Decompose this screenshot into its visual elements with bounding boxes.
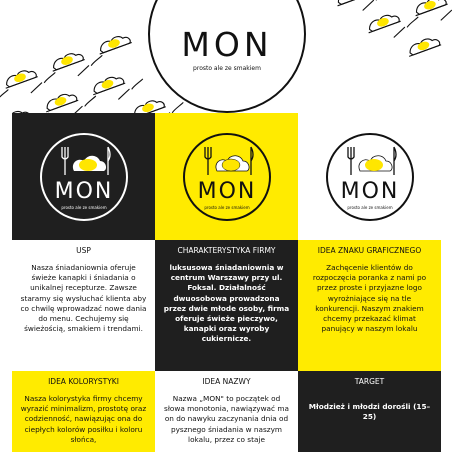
brand-wordmark: MON [181, 25, 273, 64]
panel-heading: IDEA ZNAKU GRAFICZNEGO [317, 246, 422, 255]
panel-body: Nasza kolorystyka firmy chcemy wyrazić minimalizm, prostotę oraz codzienność, nawiązując ona do ciepłych kolorów posiłku i koloru słońca, [20, 394, 147, 444]
panel-body: Zachęcenie klientów do rozpoczęcia poranka z nami po przez proste i przyjazne logo wyrożniające się na tle konkurencji. Naszym znakiem chcemy przekazać klimat panujący w naszym lokalu [312, 263, 427, 334]
panel-heading: IDEA NAZWY [202, 377, 251, 386]
panel-body: Nasza śniadaniownia oferuje świeże kanapki i śniadania o unikalnej recepturze. Zawsze staramy się wysłuchać klienta aby co chwilę wprowadzać nowe dania do menu. Cechujemy się świeżością, smakiem i trendami. [20, 263, 147, 334]
panel-body: Nazwa „MON" to początek od słowa monotonia, nawiązywać ma on do nawyku zaczynania dnia od pysznego śniadania w naszym lokalu, przez co staje [164, 394, 289, 444]
panel-idea-kolorystyki [12, 371, 155, 452]
brand-board-grid [12, 113, 441, 452]
logo-wordmark: MON [54, 179, 114, 204]
logo-wordmark: MON [197, 179, 257, 204]
panel-heading: CHARAKTERYSTYKA FIRMY [177, 246, 276, 255]
logo-tagline: prosto ale ze smakiem [61, 205, 107, 210]
panel-charakterystyka [155, 240, 298, 371]
panel-usp [12, 240, 155, 371]
panel-idea-nazwy [155, 371, 298, 452]
fried-egg-icon [200, 0, 258, 5]
panel-idea-znaku [298, 240, 441, 371]
logo-wordmark: MON [340, 179, 400, 204]
fork-knife-egg-icon [203, 145, 255, 179]
logo-variant-black [12, 113, 155, 240]
fork-knife-egg-icon [346, 145, 398, 179]
panel-target [298, 371, 441, 452]
logo-circle [40, 133, 128, 221]
panel-body: luksusowa śniadaniownia w centrum Warszawy przy ul. Foksal. Działalność dwuosobowa prowadzona przez dwie młode osoby, firma oferuje świeże pieczywo, kanapki oraz wyroby cukiernicze. [163, 263, 290, 344]
fork-knife-egg-icon [60, 145, 112, 179]
logo-variant-yellow [155, 113, 298, 240]
logo-variant-white [298, 113, 441, 240]
panel-heading: TARGET [354, 377, 385, 386]
hero-pattern-banner [0, 0, 452, 113]
panel-heading: USP [76, 246, 91, 255]
logo-circle [326, 133, 414, 221]
logo-circle [183, 133, 271, 221]
panel-body: Młodzież i młodzi dorośli (15–25) [308, 402, 431, 422]
logo-tagline: prosto ale ze smakiem [347, 205, 393, 210]
logo-tagline: prosto ale ze smakiem [204, 205, 250, 210]
brand-tagline: prosto ale ze smakiem [193, 65, 261, 72]
panel-heading: IDEA KOLORYSTYKI [48, 377, 119, 386]
